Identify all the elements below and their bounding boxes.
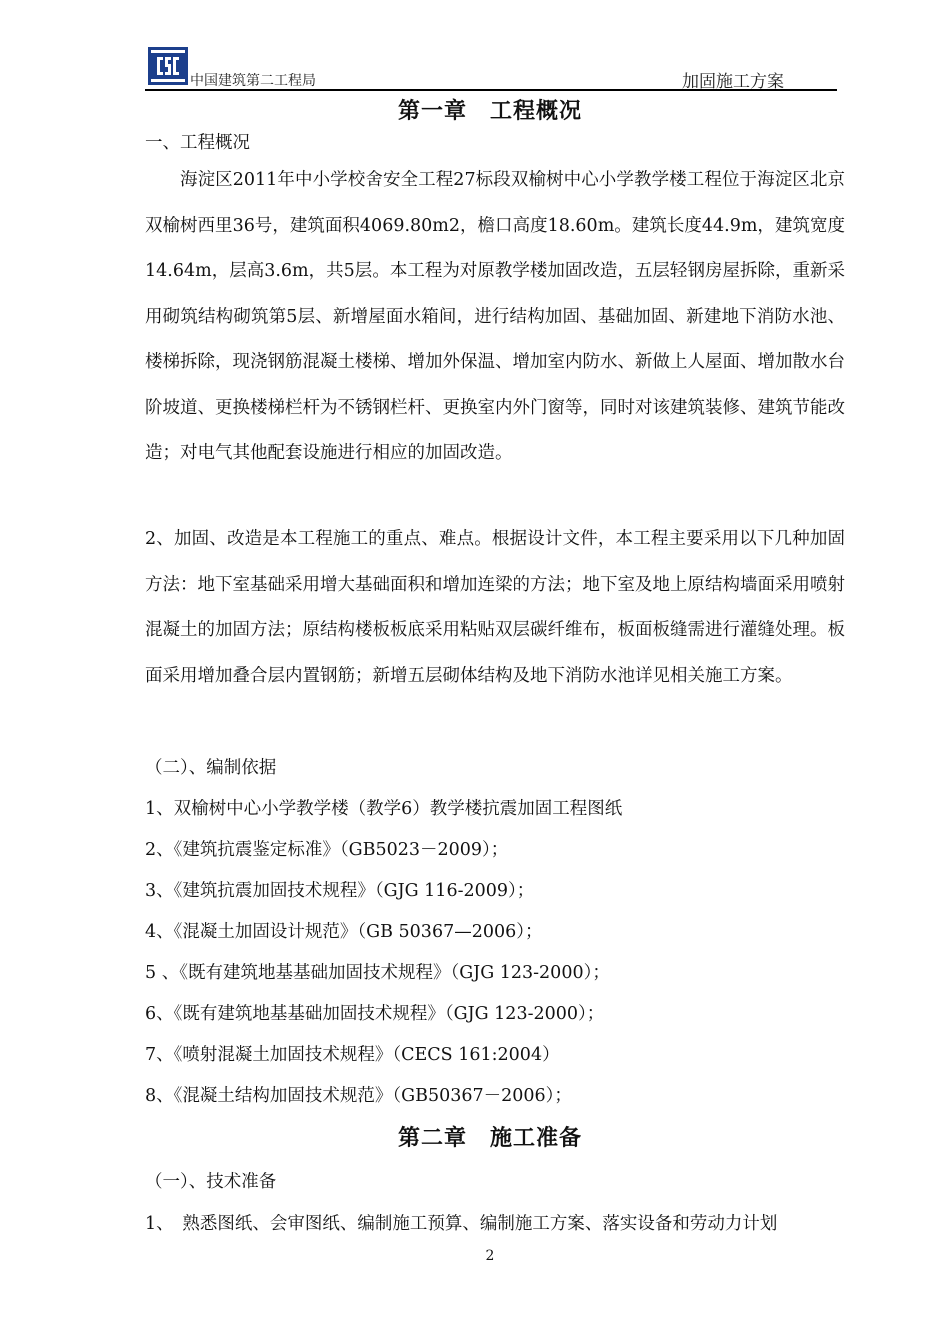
- basis-item: 5 、《既有建筑地基基础加固技术规程》（GJG 123-2000）；: [145, 963, 610, 983]
- header-divider: [145, 89, 837, 91]
- basis-item: 2、《建筑抗震鉴定标准》（GB5023－2009）；: [145, 840, 509, 860]
- chapter-2-title: 第二章 施工准备: [397, 1126, 582, 1151]
- basis-item: 7、《喷射混凝土加固技术规程》（CECS 161:2004）: [145, 1045, 560, 1065]
- section-heading: （一）、技术准备: [145, 1172, 277, 1192]
- section-heading: （二）、编制依据: [145, 758, 277, 778]
- page-number: 2: [485, 1248, 495, 1264]
- header-document-title: 加固施工方案: [682, 72, 784, 92]
- chapter-1-title: 第一章 工程概况: [397, 99, 582, 124]
- paragraph-overview: 海淀区2011年中小学校舍安全工程27标段双榆树中心小学教学楼工程位于海淀区北京双榆树西里36号，建筑面积4069.80m2，檐口高度18.60m。建筑长度44.9m，建筑宽度14.64m，层高3.6m，共5层。本工程为对原教学楼加固改造，五层轻钢房屋拆除，重新采用砌筑结构砌筑第5层、新增屋面水箱间，进行结构加固、基础加固、新建地下消防水池、楼梯拆除，现浇钢筋混凝土楼梯、增加外保温、增加室内防水、新做上人屋面、增加散水台阶坡道、更换楼梯栏杆为不锈钢栏杆、更换室内外门窗等，同时对该建筑装修、建筑节能改造；对电气其他配套设施进行相应的加固改造。: [145, 170, 845, 463]
- paragraph-reinforcement: 2、加固、改造是本工程施工的重点、难点。根据设计文件，本工程主要采用以下几种加固方法：地下室基础采用增大基础面积和增加连梁的方法；地下室及地上原结构墙面采用喷射混凝土的加固方法；原结构楼板板底采用粘贴双层碳纤维布，板面板缝需进行灌缝处理。板面采用增加叠合层内置钢筋；新增五层砌体结构及地下消防水池详见相关施工方案。: [145, 529, 845, 686]
- basis-item: 8、《混凝土结构加固技术规范》（GB50367－2006）；: [145, 1086, 572, 1106]
- header-organization: 中国建筑第二工程局: [190, 73, 316, 89]
- basis-item: 4、《混凝土加固设计规范》（GB 50367—2006）；: [145, 922, 543, 942]
- section-heading: 一、工程概况: [145, 133, 250, 153]
- basis-item: 6、《既有建筑地基基础加固技术规程》（GJG 123-2000）；: [145, 1004, 605, 1024]
- basis-item: 1、双榆树中心小学教学楼（教学6）教学楼抗震加固工程图纸: [145, 799, 623, 819]
- list-item: 1、 熟悉图纸、会审图纸、编制施工预算、编制施工方案、落实设备和劳动力计划: [145, 1214, 778, 1234]
- basis-item: 3、《建筑抗震加固技术规程》（GJG 116-2009）；: [145, 881, 535, 901]
- cscec-logo: [148, 47, 188, 85]
